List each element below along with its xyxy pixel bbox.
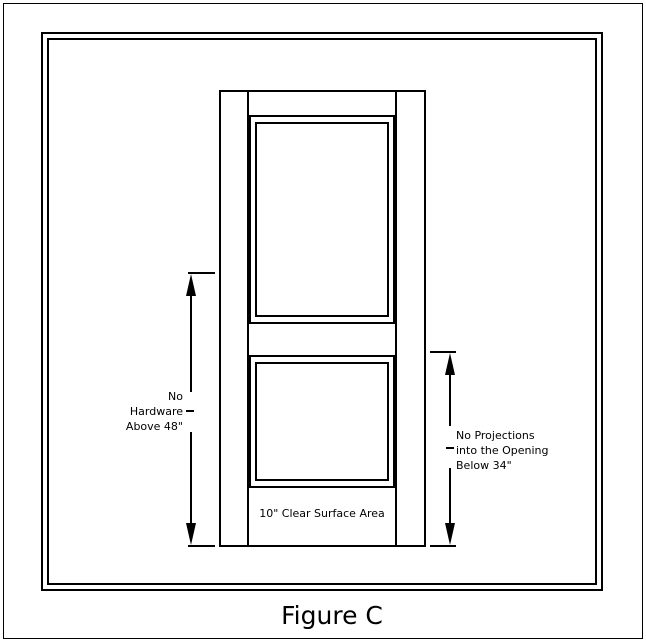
right-dimension xyxy=(430,352,456,546)
outer-border xyxy=(4,4,643,639)
clear-surface-label: 10" Clear Surface Area xyxy=(259,507,385,520)
up-arrowhead xyxy=(186,274,196,296)
door xyxy=(220,91,425,546)
up-arrowhead xyxy=(445,353,455,375)
upper-panel-inner xyxy=(256,123,388,316)
right-note-line2: into the Opening xyxy=(456,444,549,457)
left-note-line2: Hardware xyxy=(129,405,183,418)
right-note-line1: No Projections xyxy=(456,429,535,442)
upper-panel-outer xyxy=(250,116,394,323)
frame-inner xyxy=(48,39,596,584)
lower-panel-inner xyxy=(256,363,388,480)
left-note-line1: No xyxy=(168,390,183,403)
lower-panel-outer xyxy=(250,356,394,487)
left-note-line3: Above 48" xyxy=(125,420,183,433)
down-arrowhead xyxy=(186,523,196,545)
figure-caption: Figure C xyxy=(281,601,383,630)
right-note-line3: Below 34" xyxy=(456,459,512,472)
down-arrowhead xyxy=(445,523,455,545)
left-dimension xyxy=(186,273,215,546)
